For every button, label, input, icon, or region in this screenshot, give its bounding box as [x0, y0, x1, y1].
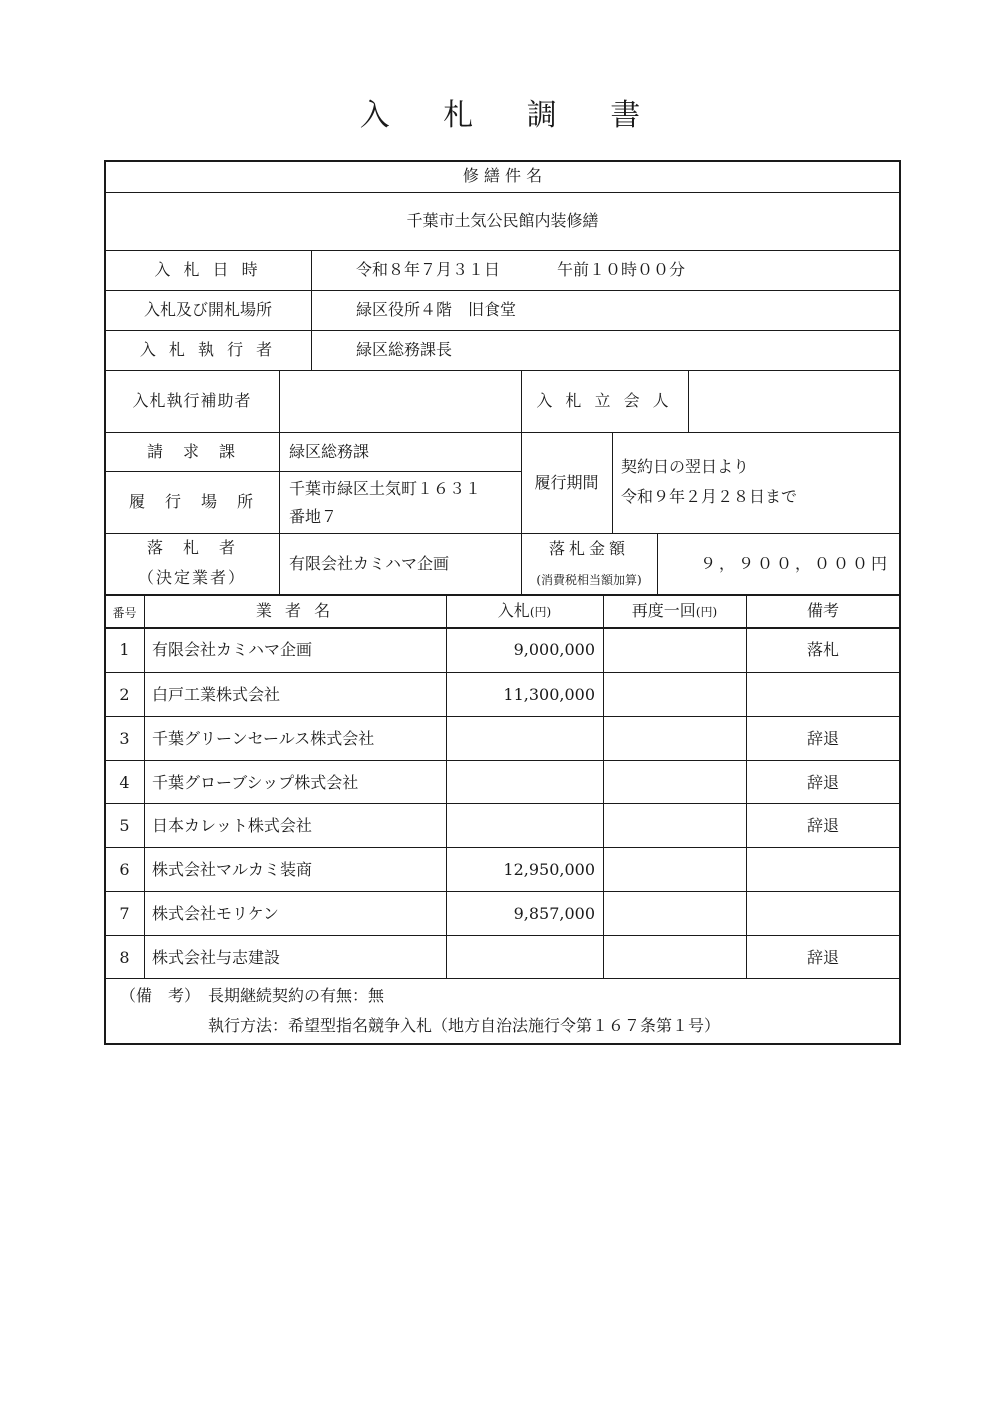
notes-label: （備 考） — [120, 986, 201, 1005]
billing-dept-label: 請 求 課 — [146, 442, 237, 461]
witness-label: 入 札 立 会 人 — [536, 391, 673, 410]
row-no: 6 — [119, 860, 130, 879]
header-bid: 入札(円) — [497, 601, 552, 620]
billing-dept: 緑区総務課 — [289, 442, 370, 461]
assistant-label: 入札執行補助者 — [132, 391, 252, 410]
row-bid: 9,857,000 — [513, 904, 595, 923]
row-company: 千葉グリーンセールス株式会社 — [152, 729, 375, 748]
work-name: 千葉市土気公民館内装修繕 — [406, 211, 599, 230]
period-line2: 令和９年２月２８日まで — [621, 487, 798, 506]
row-no: 1 — [119, 640, 130, 659]
work-name-label: 修 繕 件 名 — [462, 166, 543, 185]
row-no: 8 — [119, 948, 130, 967]
row-remarks: 辞退 — [806, 816, 839, 835]
amount-label-sub: (消費税相当額加算) — [536, 573, 642, 587]
header-rebid: 再度一回(円) — [631, 601, 718, 620]
bid-time: 午前１０時００分 — [557, 260, 686, 279]
winner: 有限会社カミハマ企画 — [289, 554, 450, 573]
row-remarks: 辞退 — [806, 773, 839, 792]
row-remarks: 辞退 — [806, 729, 839, 748]
executor: 緑区総務課長 — [356, 340, 453, 359]
row-bid: 9,000,000 — [513, 640, 595, 659]
row-bid: 12,950,000 — [503, 860, 595, 879]
row-no: 7 — [119, 904, 130, 923]
row-company: 白戸工業株式会社 — [152, 685, 281, 704]
row-no: 3 — [119, 729, 130, 748]
row-bid: 11,300,000 — [503, 685, 595, 704]
row-company: 千葉グローブシップ株式会社 — [152, 773, 359, 792]
document-title: 入 札 調 書 — [359, 98, 663, 133]
executor-label: 入 札 執 行 者 — [139, 340, 277, 359]
row-company: 日本カレット株式会社 — [152, 816, 312, 835]
location-line1: 千葉市緑区土気町１６３１ — [289, 479, 482, 498]
header-remarks: 備考 — [806, 601, 839, 620]
row-company: 株式会社与志建設 — [152, 948, 281, 967]
place-label: 入札及び開札場所 — [143, 300, 272, 319]
header-no: 番号 — [112, 606, 137, 620]
row-company: 株式会社マルカミ装商 — [152, 860, 313, 879]
row-remarks: 落札 — [806, 640, 839, 659]
bid-date: 令和８年７月３１日 — [356, 260, 501, 279]
winner-label-sub: （決定業者） — [137, 568, 246, 587]
notes-line1: 長期継続契約の有無：無 — [208, 986, 385, 1005]
winner-label: 落 札 者 — [146, 538, 237, 557]
notes-line2: 執行方法：希望型指名競争入札（地方自治法施行令第１６７条第１号） — [208, 1016, 721, 1035]
header-company: 業 者 名 — [255, 601, 335, 620]
awarded-amount: ９，９００，０００円 — [699, 554, 890, 573]
row-remarks: 辞退 — [806, 948, 839, 967]
location-label: 履 行 場 所 — [128, 492, 255, 511]
row-company: 株式会社モリケン — [152, 904, 279, 923]
row-company: 有限会社カミハマ企画 — [152, 640, 313, 659]
bid-datetime-label: 入 札 日 時 — [154, 260, 262, 279]
row-no: 4 — [119, 773, 130, 792]
place: 緑区役所４階 旧食堂 — [356, 300, 517, 319]
period-label: 履行期間 — [534, 473, 599, 492]
amount-label: 落札金額 — [548, 539, 629, 558]
location-line2: 番地７ — [289, 507, 338, 526]
row-no: 2 — [119, 685, 130, 704]
period-line1: 契約日の翌日より — [621, 457, 750, 476]
row-no: 5 — [119, 816, 130, 835]
